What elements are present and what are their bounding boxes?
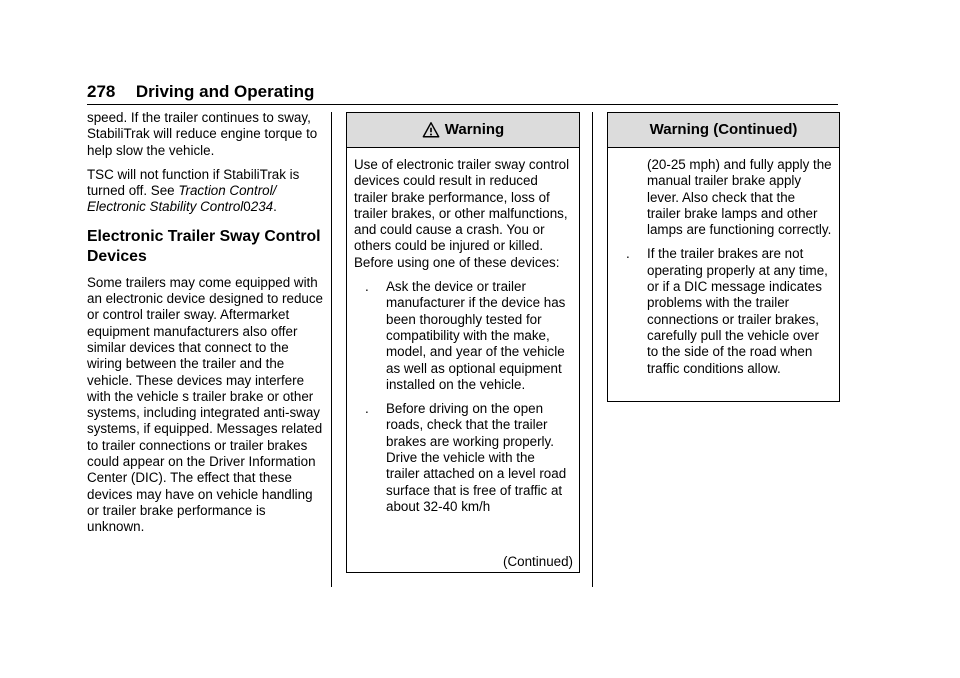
subsection-heading: Electronic Trailer Sway Control Devices [87,227,321,265]
paragraph: Some trailers may come equipped with an electronic device designed to reduce or control trailer sway. Aftermarket equipment manufacturers also offer similar devices that connect to the wiring between the trailer and the vehicle. These devices may interfere with the vehicle s trailer brake or other systems, including integrated anti-sway systems, if equipped. Messages related to trailer connections or trailer brakes could appear on the Driver Information Center (DIC). The effect that these devices may have on vehicle handling or trailer brake performance is unknown. [87,274,323,535]
paragraph-text: TSC will not function if StabiliTrak is turned off. See [87,166,300,199]
column-divider [331,112,332,587]
warning-body [608,148,839,377]
paragraph: speed. If the trailer continues to sway, StabiliTrak will reduce engine torque to help slow the vehicle. [87,110,318,158]
warning-title: Warning [444,120,505,138]
list-item-text: If the trailer brakes are not operating properly at any time, or if a DIC message indicates problems with the trailer connections or trailer brakes, carefully pull the vehicle over to the side of the road when traffic conditions allow. [647,246,828,376]
warning-body [347,148,579,515]
warning-intro: Use of electronic trailer sway control devices could result in reduced trailer brake performance, loss of trailer brakes, or other malfunctions, and could cause a crash. You or others could be injured or killed. Before using one of these devices: [354,157,570,270]
column-divider [592,112,593,587]
cross-reference-link[interactable]: Traction Control/ Electronic Stability Control [87,183,277,215]
warning-header [608,113,839,148]
paragraph [87,167,325,216]
warning-continued-box [607,112,840,402]
page-header [87,82,838,105]
list-item-text: Before driving on the open roads, check that the trailer brakes are working properly. Drive the vehicle with the trailer attached on a level road surface that is free of traffic at about 32-40 km/h [386,401,567,514]
section-title: Driving and Operating [135,82,315,101]
page-number: 278 [87,82,116,101]
list-item [615,246,832,376]
page-ref-number[interactable]: 234 [250,199,274,215]
page-ref-symbol: 0 [243,199,251,215]
list-item-text: Ask the device or trailer manufacturer if the device has been thoroughly tested for compatibility with the make, model, and year of the vehicle as well as optional equipment installed on the vehicle. [386,279,566,392]
list-item [354,279,572,393]
warning-box [346,112,580,573]
warning-header [347,113,579,148]
bullet-marker: . [365,401,369,417]
warning-title: Warning (Continued) [649,120,798,138]
warning-icon [422,121,440,139]
continued-label: (Continued) [503,553,573,569]
bullet-marker: . [365,279,369,295]
paragraph-text: . [273,199,277,215]
text-column [87,110,325,544]
list-item-continuation: (20-25 mph) and fully apply the manual trailer brake apply lever. Also check that the trailer brake lamps and other lamps are functioning correctly. [647,157,832,238]
bullet-marker: . [626,246,630,262]
list-item [354,401,572,515]
